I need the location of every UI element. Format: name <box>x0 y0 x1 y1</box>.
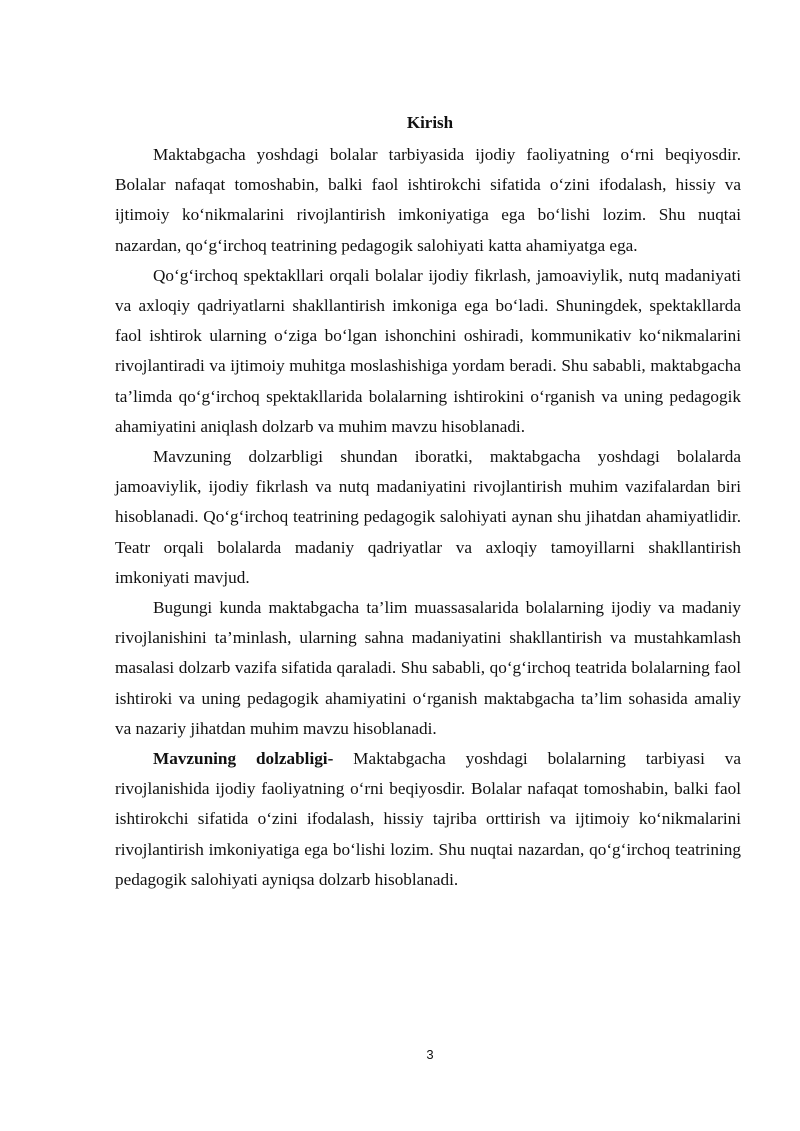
paragraph-5-lead: Mavzuning dolzabligi- <box>153 749 334 769</box>
paragraph-2: Qo‘g‘irchoq spektakllari orqali bolalar ijodiy fikrlash, jamoaviylik, nutq madaniyati va axloqiy qadriyatlarni shakllantirish imkoniga ega bo‘ladi. Shuningdek, spektakllarda faol ishtirok ularning o‘ziga bo‘lgan ishonchini oshiradi, kommunikativ ko‘nikmalarini rivojlantiradi va ijtimoiy muhitga moslashishiga yordam beradi. Shu sababli, maktabgacha ta’limda qo‘g‘irchoq spektakllarida bolalarning ishtirokini o‘rganish va uning pedagogik ahamiyatini aniqlash dolzarb va muhim mavzu hisoblanadi. <box>115 265 741 436</box>
paragraph-5 <box>115 744 741 895</box>
paragraph-1: Maktabgacha yoshdagi bolalar tarbiyasida ijodiy faoliyatning o‘rni beqiyosdir. Bolalar nafaqat tomoshabin, balki faol ishtirokchi sifatida o‘zini ifodalash, hissiy va ijtimoiy ko‘nikmalarini rivojlantirish imkoniyatiga ega bo‘lishi lozim. Shu nuqtai nazardan, qo‘g‘irchoq teatrining pedagogik salohiyati katta ahamiyatga ega. <box>115 145 741 255</box>
page-number: 3 <box>426 1047 434 1062</box>
paragraph-3: Mavzuning dolzarbligi shundan iboratki, maktabgacha yoshdagi bolalarda jamoaviylik, ijodiy fikrlash va nutq madaniyatini rivojlantirish muhim vazifalardan biri hisoblanadi. Qo‘g‘irchoq teatrining pedagogik salohiyati aynan shu jihatdan ahamiyatlidir. Teatr orqali bolalarda madaniy qadriyatlar va axloqiy tamoyillarni shakllantirish imkoniyati mavjud. <box>115 447 741 587</box>
body-text <box>115 140 741 895</box>
section-title: Kirish <box>406 113 454 132</box>
paragraph-5-text: Maktabgacha yoshdagi bolalarning tarbiyasi va rivojlanishida ijodiy faoliyatning o‘rni beqiyosdir. Bolalar nafaqat tomoshabin, balki faol ishtirokchi sifatida o‘zini ifodalash, hissiy tajriba orttirish va ijtimoiy ko‘nikmalarini rivojlantirish imkoniyatiga ega bo‘lishi lozim. Shu nuqtai nazardan, qo‘g‘irchoq teatrining pedagogik salohiyati ayniqsa dolzarb hisoblanadi. <box>115 749 741 889</box>
paragraph-4: Bugungi kunda maktabgacha ta’lim muassasalarida bolalarning ijodiy va madaniy rivojlanishini ta’minlash, ularning sahna madaniyatini shakllantirish va mustahkamlash masalasi dolzarb vazifa sifatida qaraladi. Shu sababli, qo‘g‘irchoq teatrida bolalarning faol ishtiroki va uning pedagogik ahamiyatini o‘rganish maktabgacha ta’lim sohasida amaliy va nazariy jihatdan muhim mavzu hisoblanadi. <box>115 598 741 738</box>
